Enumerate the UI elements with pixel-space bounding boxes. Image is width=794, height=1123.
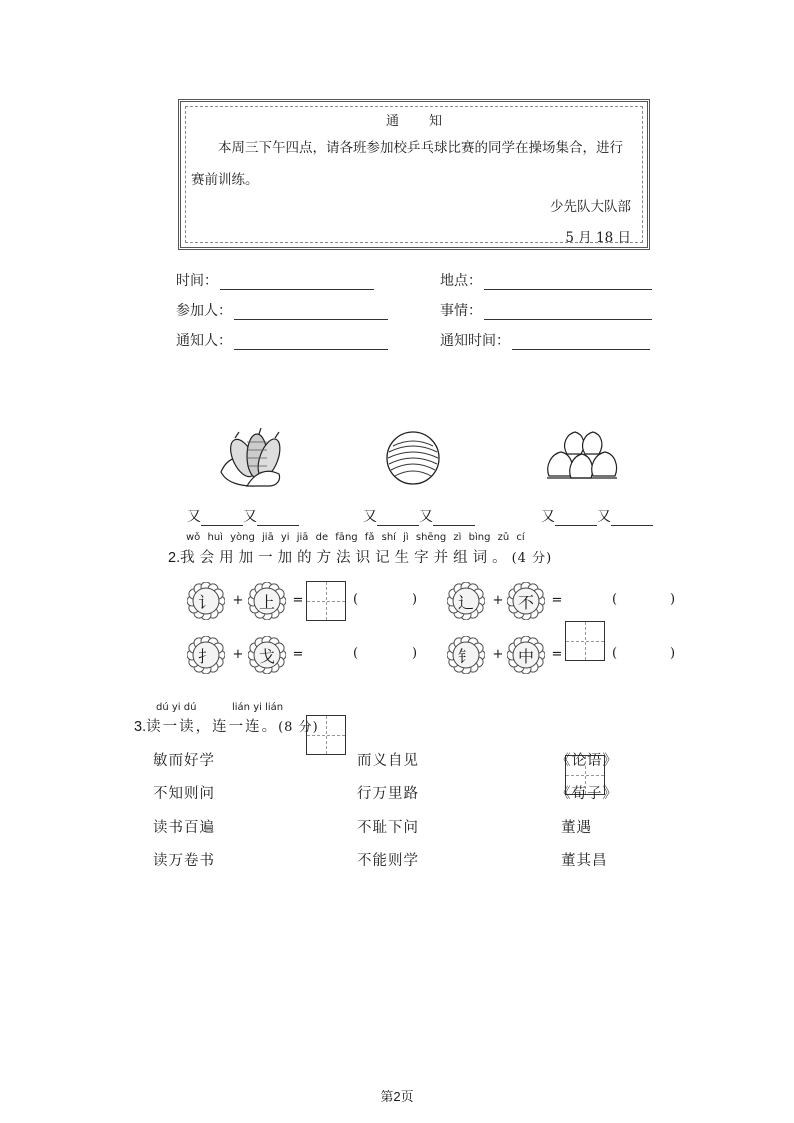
paren-close: )	[412, 592, 418, 607]
pattern-char: 又	[363, 509, 377, 525]
field-time-blank[interactable]	[220, 275, 374, 290]
q3-title-line	[134, 715, 319, 736]
q3-pinyin-read: dú yi dú	[156, 702, 197, 713]
pattern-blank-2	[363, 506, 475, 526]
equals-sign: =	[292, 647, 304, 662]
q2-radical-c	[447, 636, 485, 674]
pattern-blank-1	[187, 506, 299, 526]
q2-word-blank[interactable]	[360, 644, 410, 664]
q2-pinyin: wǒ huì yòng jiā yi jiā de fāng fǎ shí jì shēng zì bìng zǔ cí	[186, 532, 525, 543]
equals-sign: =	[292, 593, 304, 608]
q3-col1-item[interactable]: 读书百遍	[153, 820, 215, 836]
field-notifier-label: 通知人：	[176, 333, 232, 349]
field-notice-time	[440, 330, 650, 350]
peaches-icon	[545, 430, 619, 482]
equals-sign: =	[551, 593, 563, 608]
notice-title: 通知	[385, 114, 472, 129]
q2-radical-c	[447, 582, 485, 620]
q3-pinyin-link: lián yi lián	[232, 702, 284, 713]
q2-title-line	[168, 546, 552, 567]
q3-col1-item[interactable]: 不知则问	[153, 786, 215, 802]
plus-sign: +	[492, 593, 504, 608]
field-participants-label: 参加人：	[176, 303, 232, 319]
field-matter-blank[interactable]	[484, 305, 652, 320]
q2-radical-a	[187, 582, 225, 620]
q2-char-d-char: 中	[517, 646, 534, 666]
q2-char-b-char: 上	[258, 592, 275, 612]
q3-col1-item[interactable]: 敏而好学	[153, 753, 215, 769]
plus-sign: +	[492, 647, 504, 662]
notice-box	[178, 99, 650, 250]
paren-open: (	[612, 646, 618, 661]
page-number: 第2页	[380, 1089, 414, 1104]
q3-col2-item[interactable]: 行万里路	[357, 786, 419, 802]
pattern-blank[interactable]	[377, 511, 419, 526]
q2-title: 我会用加一加的方法识记生字并组词。	[180, 550, 512, 566]
notice-date: 5 月 18 日	[565, 230, 631, 246]
paren-close: )	[412, 646, 418, 661]
field-time-label: 时间：	[176, 273, 218, 289]
q3-col3-item[interactable]: 《荀子》	[556, 786, 618, 802]
q2-char-b	[248, 582, 286, 620]
q3-col3-item[interactable]: 董其昌	[561, 853, 608, 869]
q3-col1-item[interactable]: 读万卷书	[153, 853, 215, 869]
q2-answer-box[interactable]	[565, 621, 605, 661]
field-place-label: 地点：	[440, 273, 482, 289]
q3-title: 读一读，连一连。	[146, 719, 279, 735]
q3-col3-item[interactable]: 董遇	[561, 820, 592, 836]
pattern-char: 又	[187, 509, 201, 525]
paren-close: )	[670, 592, 676, 607]
q2-radical-c-char: 钅	[457, 646, 474, 666]
q3-number: 3.	[134, 719, 147, 735]
q2-word-blank[interactable]	[620, 644, 668, 664]
plus-sign: +	[232, 647, 244, 662]
q2-answer-box[interactable]	[306, 581, 346, 621]
notice-signature: 少先队大队部	[550, 199, 631, 215]
q2-radical-a-char: 扌	[197, 646, 214, 666]
notice-body: 本周三下午四点，请各班参加校乒乓球比赛的同学在操场集合，进行赛前训练。	[191, 140, 623, 188]
corn-icon	[217, 428, 285, 488]
q2-char-b	[248, 636, 286, 674]
q3-col2-item[interactable]: 不能则学	[357, 853, 419, 869]
field-time	[176, 270, 374, 290]
paren-open: (	[353, 592, 359, 607]
field-matter	[440, 300, 652, 320]
field-notice-time-label: 通知时间：	[440, 333, 510, 349]
field-place	[440, 270, 652, 290]
pattern-blank[interactable]	[611, 511, 653, 526]
q2-radical-c-char: 辶	[457, 592, 474, 612]
field-participants-blank[interactable]	[234, 305, 388, 320]
q2-char-d	[507, 636, 545, 674]
paren-open: (	[353, 646, 359, 661]
q2-char-d-char: 不	[517, 592, 534, 612]
field-notifier	[176, 330, 388, 350]
q3-col3-item[interactable]: 《论语》	[556, 753, 618, 769]
q3-col2-item[interactable]: 不耻下问	[357, 820, 419, 836]
q2-char-b-char: 戈	[258, 646, 275, 666]
equals-sign: =	[551, 647, 563, 662]
q2-char-d	[507, 582, 545, 620]
field-place-blank[interactable]	[484, 275, 652, 290]
field-notice-time-blank[interactable]	[512, 335, 650, 350]
paren-open: (	[612, 592, 618, 607]
q2-word-blank[interactable]	[620, 590, 668, 610]
paren-close: )	[670, 646, 676, 661]
pattern-blank[interactable]	[433, 511, 475, 526]
q2-radical-a	[187, 636, 225, 674]
pattern-char: 又	[597, 509, 611, 525]
pattern-blank-3	[541, 506, 653, 526]
q2-score: (4 分)	[511, 551, 553, 566]
q3-col2-item[interactable]: 而义自见	[357, 753, 419, 769]
q3-score: (8 分)	[278, 720, 319, 735]
pattern-blank[interactable]	[555, 511, 597, 526]
q2-word-blank[interactable]	[360, 590, 410, 610]
field-notifier-blank[interactable]	[234, 335, 388, 350]
watermelon-icon	[385, 430, 441, 486]
plus-sign: +	[232, 593, 244, 608]
q2-number: 2.	[168, 550, 181, 566]
q2-radical-a-char: 讠	[197, 592, 214, 612]
pattern-blank[interactable]	[201, 511, 243, 526]
field-participants	[176, 300, 388, 320]
field-matter-label: 事情：	[440, 303, 482, 319]
pattern-char: 又	[419, 509, 433, 525]
pattern-char: 又	[243, 509, 257, 525]
pattern-blank[interactable]	[257, 511, 299, 526]
pattern-char: 又	[541, 509, 555, 525]
